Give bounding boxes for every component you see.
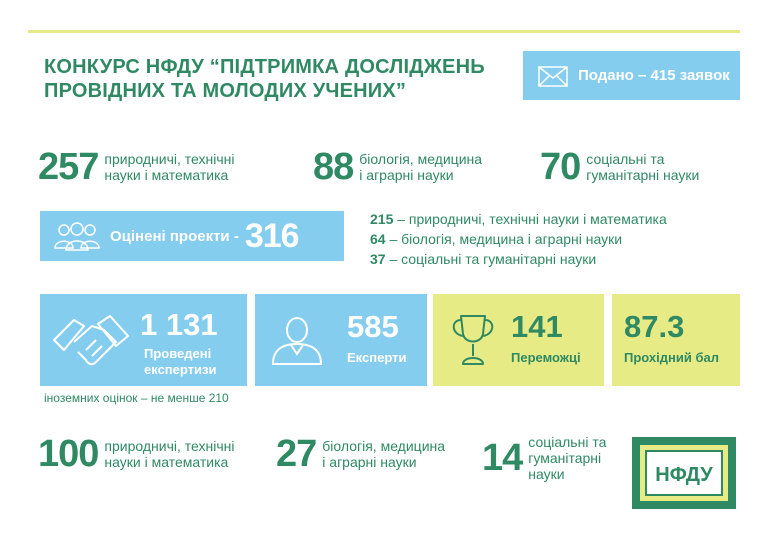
stat-text: природничі, технічні науки і математика	[104, 151, 235, 183]
stat-number: 257	[38, 146, 99, 188]
trophy-icon	[447, 312, 499, 368]
breakdown-number: 37	[370, 251, 386, 267]
winner-stat-social	[482, 434, 606, 482]
breakdown-row	[370, 229, 667, 249]
card-expertises	[40, 294, 247, 386]
breakdown-text: – соціальні та гуманітарні науки	[385, 251, 597, 267]
breakdown-text: – природничі, технічні науки і математика	[393, 211, 667, 227]
nfdu-logo	[632, 437, 736, 509]
person-icon	[271, 314, 323, 366]
card-number: 141	[511, 309, 563, 344]
page-title: КОНКУРС НФДУ “ПІДТРИМКА ДОСЛІДЖЕНЬ ПРОВІДНИХ ТА МОЛОДИХ УЧЕНИХ”	[44, 56, 485, 102]
breakdown-text: – біологія, медицина і аграрні науки	[385, 231, 623, 247]
logo-text: НФДУ	[655, 464, 713, 486]
card-label: Проведені експертизи	[144, 346, 217, 377]
submitted-stat-bio	[313, 147, 482, 187]
evaluated-number: 316	[244, 216, 299, 255]
envelope-icon	[538, 65, 568, 87]
submitted-banner	[523, 51, 740, 100]
card-passing-score	[612, 294, 740, 386]
submitted-stat-natural	[38, 147, 234, 187]
card-label: Переможці	[511, 350, 581, 365]
breakdown-row	[370, 249, 667, 269]
breakdown-row	[370, 209, 667, 229]
stat-number: 88	[313, 146, 354, 188]
foreign-evaluations-note: іноземних оцінок – не менше 210	[44, 391, 229, 405]
stat-text: природничі, технічні науки і математика	[104, 438, 235, 470]
stat-text: біологія, медицина і аграрні науки	[359, 151, 483, 183]
people-group-icon	[54, 221, 100, 251]
handshake-icon	[52, 312, 130, 368]
breakdown-number: 64	[370, 231, 386, 247]
card-label: Прохідний бал	[624, 350, 719, 365]
card-number: 1 131	[140, 307, 218, 342]
stat-number: 70	[540, 146, 581, 188]
evaluated-breakdown	[370, 209, 667, 269]
evaluated-banner	[40, 211, 344, 261]
top-divider	[28, 30, 740, 33]
submitted-stat-social	[540, 147, 699, 187]
breakdown-number: 215	[370, 211, 394, 227]
winner-stat-natural	[38, 434, 234, 474]
stat-number: 100	[38, 433, 99, 475]
submitted-label: Подано – 415 заявок	[578, 67, 730, 84]
stat-number: 27	[276, 433, 317, 475]
card-label: Експерти	[347, 350, 407, 365]
stat-text: соціальні та гуманітарні науки	[528, 434, 607, 482]
stat-number: 14	[482, 437, 523, 479]
card-number: 585	[347, 309, 399, 344]
stat-text: соціальні та гуманітарні науки	[586, 151, 700, 183]
card-number: 87.3	[624, 309, 685, 344]
stat-text: біологія, медицина і аграрні науки	[322, 438, 446, 470]
card-winners	[433, 294, 604, 386]
card-experts	[255, 294, 427, 386]
winner-stat-bio	[276, 434, 445, 474]
evaluated-label: Оцінені проекти -	[110, 227, 239, 245]
